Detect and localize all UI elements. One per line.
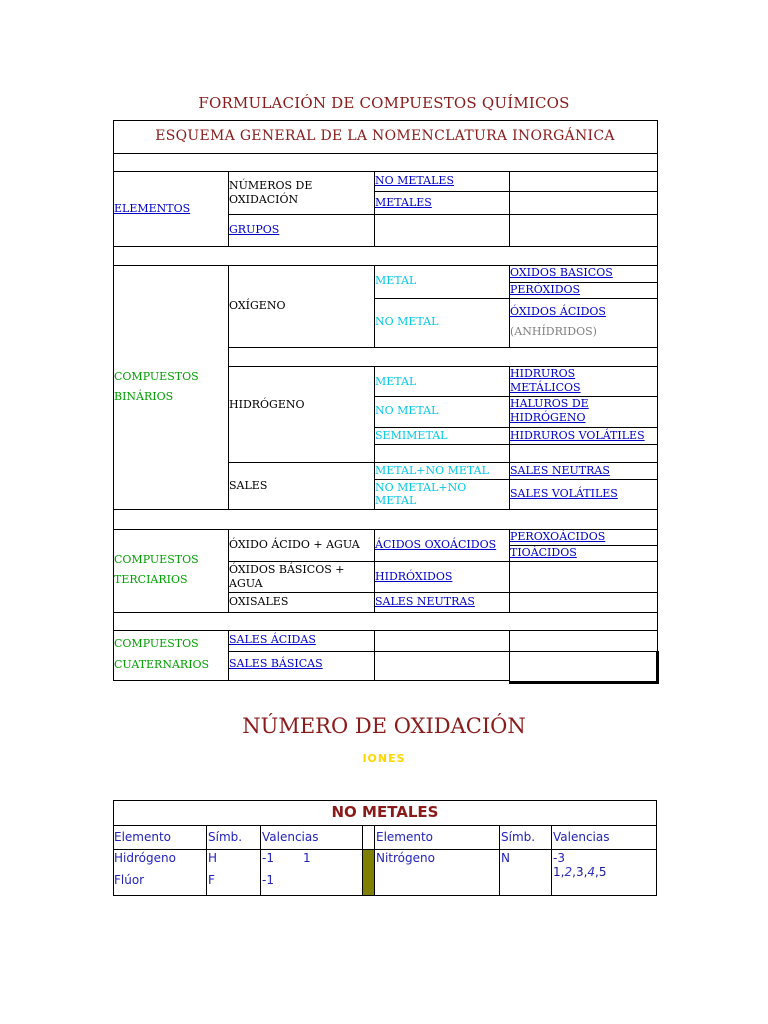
oxidos-basicos-agua-label-line2: AGUA (229, 577, 263, 590)
grid-line (228, 366, 657, 367)
no-metal-no-metal-label-line2: METAL (375, 494, 417, 507)
haluros-hidrogeno-link-line1[interactable]: HALUROS DE (510, 397, 589, 410)
terciarios-label-line2: TERCIARIOS (114, 573, 188, 586)
separator-band (363, 850, 374, 895)
hidruros-metalicos-link-line2[interactable]: METÁLICOS (510, 381, 581, 394)
grid-line (113, 509, 657, 510)
header-elemento: Elemento (114, 830, 172, 844)
header-valencias: Valencias (262, 830, 319, 844)
cell-valence: -1 (262, 851, 274, 865)
sales-basicas-link[interactable]: SALES BÁSICAS (229, 657, 323, 670)
grid-line (509, 630, 510, 684)
grid-line (374, 444, 657, 445)
hidruros-metalicos-link-line1[interactable]: HIDRUROS (510, 367, 576, 380)
binarios-label-line2: BINÁRIOS (114, 390, 174, 403)
cuaternarios-label-line1: COMPUESTOS (114, 637, 199, 650)
grid-line (228, 347, 657, 348)
header-valencias-2: Valencias (553, 830, 610, 844)
grupos-link[interactable]: GRUPOS (229, 223, 280, 236)
sales-label: SALES (229, 479, 268, 492)
cell-symbol: H (208, 851, 218, 865)
grid-line (113, 612, 657, 613)
grid-line (509, 681, 658, 684)
header-simbolo: Símb. (208, 830, 243, 844)
grid-line (228, 651, 657, 652)
grid-line (206, 825, 207, 896)
grid-line (113, 680, 509, 681)
oxidos-basicos-agua-label-line1: ÓXIDOS BÁSICOS + (229, 563, 345, 576)
grid-line (113, 825, 657, 826)
anhidridos-label: (ANHÍDRIDOS) (510, 325, 597, 338)
grid-line (657, 120, 658, 681)
grid-line (374, 825, 375, 896)
haluros-hidrogeno-link-line2[interactable]: HIDRÓGENO (510, 411, 586, 424)
oxigeno-metal-label: METAL (375, 274, 417, 287)
grid-line (374, 191, 657, 192)
oxigeno-label: OXÍGENO (229, 299, 286, 312)
cell-symbol: N (501, 851, 510, 865)
binarios-label-line1: COMPUESTOS (114, 370, 199, 383)
hidruros-volatiles-link[interactable]: HIDRUROS VOLÁTILES (510, 429, 645, 442)
section-subtitle: IONES (362, 752, 406, 765)
grid-line (113, 849, 657, 850)
terciarios-label-line1: COMPUESTOS (114, 553, 199, 566)
grid-line (113, 120, 657, 121)
grid-line (113, 246, 657, 247)
grid-line (551, 825, 552, 896)
peroxidos-link[interactable]: PERÓXIDOS (510, 283, 581, 296)
cell-valence: 1 (303, 851, 311, 865)
header-elemento-2: Elemento (376, 830, 434, 844)
sales-volatiles-link[interactable]: SALES VOLÁTILES (510, 487, 618, 500)
cell-valence: -3 (553, 851, 565, 865)
no-metal-no-metal-label-line1: NO METAL+NO (375, 481, 467, 494)
metal-no-metal-label: METAL+NO METAL (375, 464, 489, 477)
hidrogeno-no-metal-label: NO METAL (375, 404, 439, 417)
grid-line (228, 592, 657, 593)
sales-neutras-terciarias-link[interactable]: SALES NEUTRAS (375, 595, 475, 608)
oxido-acido-agua-label: ÓXIDO ÁCIDO + AGUA (229, 538, 360, 551)
numeros-oxidacion-label: NÚMEROS DE OXIDACIÓN (229, 179, 313, 206)
sales-neutras-link[interactable]: SALES NEUTRAS (510, 464, 610, 477)
semimetal-label: SEMIMETAL (375, 429, 448, 442)
grid-line (499, 825, 500, 896)
section-title: NÚMERO DE OXIDACIÓN (242, 714, 526, 738)
acidos-oxoacidos-link[interactable]: ÁCIDOS OXOÁCIDOS (375, 538, 497, 551)
cell-symbol: F (208, 873, 215, 887)
grid-line (228, 561, 657, 562)
document-title: FORMULACIÓN DE COMPUESTOS QUÍMICOS (198, 94, 570, 112)
oxisales-label: OXISALES (229, 595, 289, 608)
no-metales-link[interactable]: NO METALES (375, 174, 454, 187)
no-metales-table-title: NO METALES (331, 803, 439, 821)
grid-line (113, 171, 657, 172)
oxidos-acidos-link[interactable]: ÓXIDOS ÁCIDOS (510, 305, 606, 318)
grid-line (374, 427, 657, 428)
cell-element: Hidrógeno (114, 851, 176, 865)
grid-line (374, 298, 657, 299)
tioacidos-link[interactable]: TIOÁCIDOS (510, 546, 577, 559)
grid-line (656, 651, 659, 684)
grid-line (113, 895, 657, 896)
hidrogeno-label: HIDRÓGENO (229, 398, 305, 411)
peroxoacidos-link[interactable]: PEROXOÁCIDOS (510, 530, 606, 543)
cuaternarios-label-line2: CUATERNARIOS (114, 658, 210, 671)
oxidos-basicos-link[interactable]: OXIDOS BASICOS (510, 266, 613, 279)
cell-element: Nitrógeno (376, 851, 435, 865)
hidroxidos-link[interactable]: HIDRÓXIDOS (375, 570, 453, 583)
grid-line (113, 153, 657, 154)
grid-line (113, 630, 657, 631)
grid-line (228, 214, 657, 215)
grid-line (509, 171, 510, 246)
grid-line (260, 825, 261, 896)
metales-link[interactable]: METALES (375, 196, 432, 209)
grid-line (374, 479, 657, 480)
cell-valence: -1 (262, 873, 274, 887)
grid-line (228, 462, 657, 463)
oxigeno-no-metal-label: NO METAL (375, 315, 439, 328)
elementos-link[interactable]: ELEMENTOS (114, 202, 191, 215)
hidrogeno-metal-label: METAL (375, 375, 417, 388)
grid-line (374, 630, 375, 681)
cell-element: Flúor (114, 873, 145, 887)
cell-valence-list: 1,2,3,4,5 (553, 865, 607, 879)
scheme-title: ESQUEMA GENERAL DE LA NOMENCLATURA INORGÁNICA (155, 128, 615, 144)
header-simbolo-2: Símb. (501, 830, 536, 844)
sales-acidas-link[interactable]: SALES ÁCIDAS (229, 633, 316, 646)
no-metales-table (113, 800, 657, 896)
